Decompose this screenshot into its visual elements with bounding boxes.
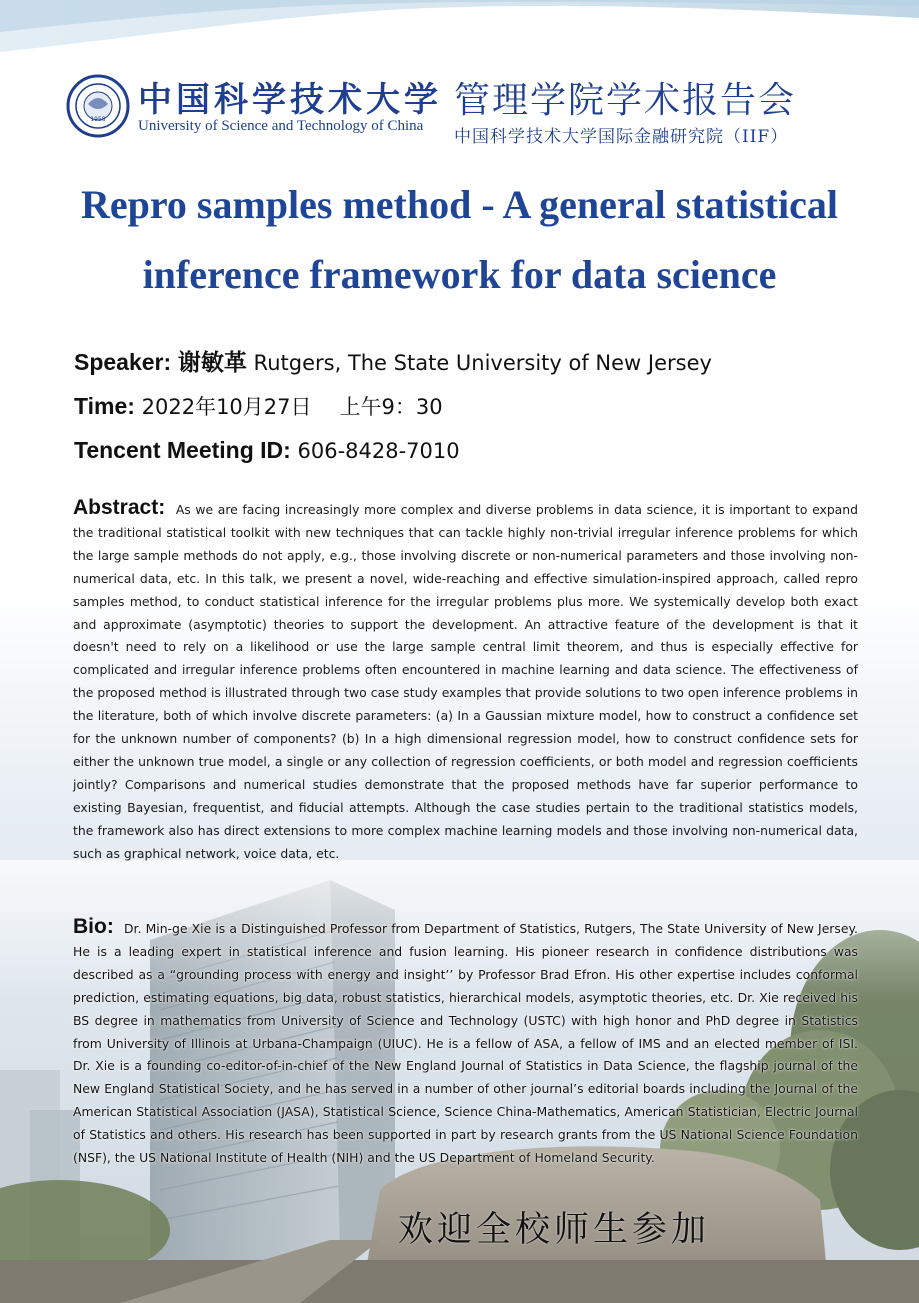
speaker-affiliation: Rutgers, The State University of New Jersey <box>253 351 712 375</box>
header <box>66 70 866 150</box>
speaker-name: 谢敏革 <box>177 349 247 375</box>
abstract-text: As we are facing increasingly more complex and diverse problems in data science, it is important to expand the traditional statistical toolkit with new techniques that can tackle highly non-trivial irregular inference problems for which the large sample methods do not apply, e.g., those involving discrete or non-numerical parameters and those involving non-numerical data, etc. In this talk, we present a novel, wide-reaching and effective simulation-inspired approach, called repro samples method, to conduct statistical inference for the irregular problems plus more. We systemically develop both exact and approximate (asymptotic) theories to support the development. An attractive feature of the development is that it doesn't need to rely on a likelihood or use the large sample central limit theorem, and thus is especially effective for complicated and irregular inference problems often encountered in machine learning and data science. The effectiveness of the proposed method is illustrated through two case study examples that provide solutions to two open inference problems in the literature, both of which involve discrete parameters: (a) In a Gaussian mixture model, how to construct a confidence set for the unknown number of components? (b) In a high dimensional regression model, how to construct confidence sets for either the unknown true model, a single or any collection of regression coefficients, or both model and regression coefficients jointly? Comparisons and numerical studies demonstrate that the proposed methods have far superior performance to existing Bayesian, frequentist, and fiducial attempts. Although the case studies pertain to the traditional statistics models, the framework also has direct extensions to more complex machine learning models and those involving non-numerical data, such as graphical network, voice data, etc. <box>73 502 858 861</box>
time-label: Time: <box>74 393 135 419</box>
meeting-id: 606-8428-7010 <box>297 439 460 463</box>
welcome-message: 欢迎全校师生参加 <box>398 1210 711 1250</box>
talk-title-line-1: Repro samples method - A general statistical <box>81 182 838 227</box>
speaker-label: Speaker: <box>74 349 172 375</box>
meeting-line <box>74 428 874 472</box>
event-series-title: 管理学院学术报告会 <box>454 80 797 121</box>
time-line <box>74 384 874 428</box>
speaker-line <box>74 340 874 384</box>
university-seal-logo <box>66 74 130 138</box>
institute-name: 中国科学技术大学国际金融研究院（IIF） <box>454 127 789 147</box>
talk-title <box>40 170 879 310</box>
bio-label: Bio: <box>73 915 114 938</box>
time-clock: 上午9：30 <box>339 395 443 419</box>
seal-year: 1958 <box>90 116 106 123</box>
university-name-en: University of Science and Technology of China <box>138 118 424 134</box>
time-date: 2022年10月27日 <box>141 395 312 419</box>
bio-section <box>73 916 858 1170</box>
talk-title-line-2: inference framework for data science <box>142 252 777 297</box>
bio-text: Dr. Min-ge Xie is a Distinguished Professor from Department of Statistics, Rutgers, The State University of New Jersey. He is a leading expert in statistical inference and fusion learning. His pioneer research in confidence distributions was described as a “grounding process with energy and insight’’ by Professor Brad Efron. His other expertise includes conformal prediction, estimating equations, big data, robust statistics, hierarchical models, asymptotic theories, etc. Dr. Xie received his BS degree in mathematics from University of Science and Technology (USTC) with high honor and PhD degree in Statistics from University of Illinois at Urbana-Champaign (UIUC). He is a fellow of ASA, a fellow of IMS and an elected member of ISI. Dr. Xie is a founding co-editor-of-in-chief of the New England Journal of Statistics in Data Science, the flagship journal of the New England Statistical Society, and he has served in a number of other journal’s editorial boards including the Journal of the American Statistical Association (JASA), Statistical Science, Science China-Mathematics, American Statistician, Electric Journal of Statistics and others. His research has been supported in part by research grants from the US National Science Foundation (NSF), the US National Institute of Health (NIH) and the US Department of Homeland Security. <box>73 921 858 1166</box>
abstract-section <box>73 497 858 866</box>
university-name-cn: 中国科学技术大学 <box>138 80 442 120</box>
talk-info <box>74 340 874 472</box>
abstract-label: Abstract: <box>73 496 166 519</box>
meeting-label: Tencent Meeting ID: <box>74 437 291 463</box>
